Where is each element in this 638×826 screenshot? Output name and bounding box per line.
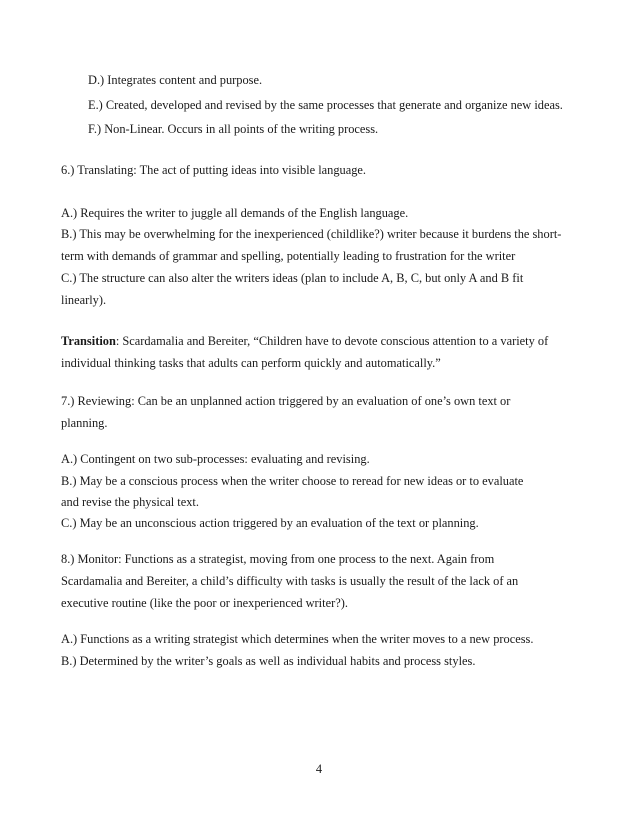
translating-line-c2: linearly).	[61, 293, 107, 307]
reviewing-heading-2: planning.	[61, 416, 108, 430]
list-item-d: D.) Integrates content and purpose.	[88, 73, 263, 87]
monitor-heading-3: executive routine (like the poor or inexperienced writer?).	[61, 596, 348, 610]
reviewing-line-b2: and revise the physical text.	[61, 495, 199, 509]
reviewing-line-a: A.) Contingent on two sub-processes: evaluating and revising.	[61, 452, 370, 466]
reviewing-line-b1: B.) May be a conscious process when the writer choose to reread for new ideas or to evaluate	[61, 474, 524, 488]
reviewing-line-c: C.) May be an unconscious action triggered by an evaluation of the text or planning.	[61, 516, 479, 530]
transition-line-2: individual thinking tasks that adults can perform quickly and automatically.”	[61, 356, 441, 370]
translating-line-c1: C.) The structure can also alter the writers ideas (plan to include A, B, C, but only A and B fit	[61, 271, 524, 285]
translating-heading: 6.) Translating: The act of putting ideas into visible language.	[61, 163, 367, 177]
translating-line-b1: B.) This may be overwhelming for the inexperienced (childlike?) writer because it burdens the short-	[61, 227, 562, 241]
page-number: 4	[315, 762, 323, 776]
monitor-line-a: A.) Functions as a writing strategist which determines when the writer moves to a new process.	[61, 632, 534, 646]
monitor-heading-2: Scardamalia and Bereiter, a child’s difficulty with tasks is usually the result of the lack of an	[61, 574, 519, 588]
transition-label: Transition	[61, 334, 116, 348]
translating-line-b2: term with demands of grammar and spelling, potentially leading to frustration for the writer	[61, 249, 516, 263]
monitor-line-b: B.) Determined by the writer’s goals as well as individual habits and process styles.	[61, 654, 476, 668]
translating-line-a: A.) Requires the writer to juggle all demands of the English language.	[61, 206, 409, 220]
list-item-f: F.) Non-Linear. Occurs in all points of the writing process.	[88, 122, 379, 136]
reviewing-heading-1: 7.) Reviewing: Can be an unplanned action triggered by an evaluation of one’s own text or	[61, 394, 511, 408]
transition-text: : Scardamalia and Bereiter, “Children have to devote conscious attention to a variety of	[115, 334, 549, 348]
list-item-e: E.) Created, developed and revised by the same processes that generate and organize new ideas.	[88, 98, 563, 112]
transition-line-1	[61, 333, 548, 349]
monitor-heading-1: 8.) Monitor: Functions as a strategist, moving from one process to the next. Again from	[61, 552, 495, 566]
